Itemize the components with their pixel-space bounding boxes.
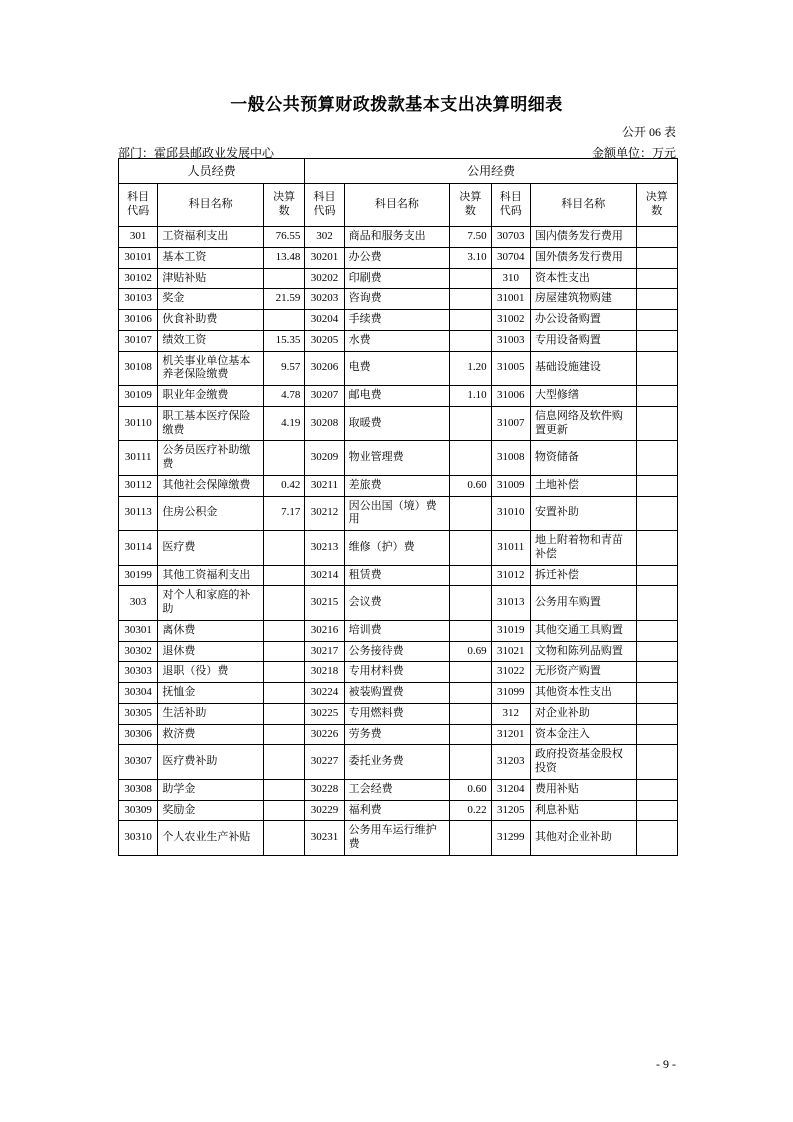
table-cell [636,703,677,724]
table-cell: 30703 [491,227,530,248]
table-cell: 31003 [491,330,530,351]
table-cell: 312 [491,703,530,724]
table-cell: 30228 [305,779,344,800]
table-cell: 301 [119,227,158,248]
table-cell [636,310,677,331]
table-cell: 公务接待费 [344,641,450,662]
table-cell: 31013 [491,586,530,621]
table-cell: 委托业务费 [344,745,450,780]
table-cell: 30308 [119,779,158,800]
table-cell: 手续费 [344,310,450,331]
table-cell [450,406,491,441]
table-cell: 30218 [305,662,344,683]
table-cell [263,703,304,724]
table-cell: 30202 [305,268,344,289]
table-row [119,641,678,662]
table-cell: 31021 [491,641,530,662]
table-cell: 0.42 [263,475,304,496]
table-cell: 文物和陈列品购置 [530,641,636,662]
table-cell: 30204 [305,310,344,331]
table-cell [450,703,491,724]
table-cell [636,441,677,476]
table-cell: 电费 [344,351,450,386]
table-cell [636,662,677,683]
table-cell: 救济费 [158,724,264,745]
table-cell [636,800,677,821]
table-cell: 30206 [305,351,344,386]
form-number: 公开 06 表 [621,125,676,139]
table-cell [636,227,677,248]
table-cell [263,620,304,641]
table-cell [636,531,677,566]
table-cell: 4.19 [263,406,304,441]
table-cell [263,745,304,780]
table-cell [636,247,677,268]
table-cell [636,683,677,704]
table-cell: 医疗费 [158,531,264,566]
table-cell [636,268,677,289]
table-cell: 30304 [119,683,158,704]
table-cell [450,565,491,586]
table-cell: 生活补助 [158,703,264,724]
table-cell: 房屋建筑物购建 [530,289,636,310]
table-cell [636,289,677,310]
table-cell: 31099 [491,683,530,704]
table-cell [450,683,491,704]
table-cell: 31008 [491,441,530,476]
table-cell: 无形资产购置 [530,662,636,683]
table-cell: 31011 [491,531,530,566]
table-cell: 7.50 [450,227,491,248]
table-cell: 30109 [119,386,158,407]
table-cell: 费用补贴 [530,779,636,800]
table-cell: 取暖费 [344,406,450,441]
table-cell: 30307 [119,745,158,780]
table-cell: 职业年金缴费 [158,386,264,407]
table-row [119,779,678,800]
table-row [119,475,678,496]
table-cell [636,745,677,780]
table-cell: 个人农业生产补贴 [158,821,264,856]
table-row [119,800,678,821]
table-cell: 其他工资福利支出 [158,565,264,586]
table-cell: 奖励金 [158,800,264,821]
table-cell: 30226 [305,724,344,745]
table-cell: 4.78 [263,386,304,407]
table-row [119,683,678,704]
table-cell [450,310,491,331]
table-cell: 大型修缮 [530,386,636,407]
table-cell: 31204 [491,779,530,800]
table-cell [263,586,304,621]
column-header-row [119,184,678,227]
table-cell: 30303 [119,662,158,683]
table-cell: 21.59 [263,289,304,310]
table-cell: 1.10 [450,386,491,407]
table-cell: 30101 [119,247,158,268]
table-cell: 30110 [119,406,158,441]
table-cell [263,441,304,476]
table-cell: 商品和服务支出 [344,227,450,248]
table-cell: 水费 [344,330,450,351]
amount-unit-label: 金额单位：万元 [591,146,676,160]
table-cell: 31005 [491,351,530,386]
table-cell [636,641,677,662]
table-row [119,247,678,268]
table-cell: 30215 [305,586,344,621]
table-cell [636,496,677,531]
table-cell: 津贴补贴 [158,268,264,289]
table-row [119,289,678,310]
table-row [119,565,678,586]
table-row [119,330,678,351]
table-cell: 1.20 [450,351,491,386]
table-cell: 0.60 [450,475,491,496]
table-cell: 31002 [491,310,530,331]
col-header-name-1: 科目名称 [158,184,264,227]
table-cell: 30111 [119,441,158,476]
table-cell: 30225 [305,703,344,724]
table-row [119,662,678,683]
table-cell [450,496,491,531]
table-cell [450,330,491,351]
table-cell: 30213 [305,531,344,566]
table-cell: 国外债务发行费用 [530,247,636,268]
table-cell: 30112 [119,475,158,496]
table-row [119,268,678,289]
table-cell [450,586,491,621]
table-row [119,406,678,441]
table-row [119,496,678,531]
table-cell: 31012 [491,565,530,586]
table-cell: 30214 [305,565,344,586]
table-cell: 30199 [119,565,158,586]
table-cell: 对企业补助 [530,703,636,724]
table-row [119,745,678,780]
table-row [119,531,678,566]
table-cell: 资本金注入 [530,724,636,745]
table-cell: 其他资本性支出 [530,683,636,704]
table-cell: 30209 [305,441,344,476]
table-cell [263,821,304,856]
table-cell: 安置补助 [530,496,636,531]
table-cell: 会议费 [344,586,450,621]
table-cell: 医疗费补助 [158,745,264,780]
table-cell: 30205 [305,330,344,351]
table-cell: 助学金 [158,779,264,800]
table-cell [636,351,677,386]
table-cell [636,565,677,586]
table-cell: 地上附着物和青苗补偿 [530,531,636,566]
table-cell: 职工基本医疗保险缴费 [158,406,264,441]
table-cell [263,779,304,800]
table-cell: 咨询费 [344,289,450,310]
table-cell: 因公出国（境）费用 [344,496,450,531]
col-header-amount-2: 决算数 [450,184,491,227]
table-cell: 30208 [305,406,344,441]
table-cell: 土地补偿 [530,475,636,496]
table-cell: 30301 [119,620,158,641]
table-cell: 政府投资基金股权投资 [530,745,636,780]
table-cell: 租赁费 [344,565,450,586]
table-cell: 31022 [491,662,530,683]
table-cell: 物业管理费 [344,441,450,476]
table-cell: 31019 [491,620,530,641]
table-cell: 对个人和家庭的补助 [158,586,264,621]
table-cell: 公务员医疗补助缴费 [158,441,264,476]
table-cell [636,821,677,856]
table-cell [263,531,304,566]
col-header-name-2: 科目名称 [344,184,450,227]
table-cell: 抚恤金 [158,683,264,704]
table-cell: 国内债务发行费用 [530,227,636,248]
table-cell: 利息补贴 [530,800,636,821]
table-cell: 30305 [119,703,158,724]
table-cell: 30207 [305,386,344,407]
table-row [119,351,678,386]
table-cell [263,662,304,683]
table-cell: 差旅费 [344,475,450,496]
col-header-amount-3: 决算数 [636,184,677,227]
table-cell [636,406,677,441]
table-cell: 7.17 [263,496,304,531]
table-cell: 3.10 [450,247,491,268]
table-cell: 30108 [119,351,158,386]
col-header-code-1: 科目代码 [119,184,158,227]
table-cell: 专用材料费 [344,662,450,683]
table-cell: 31205 [491,800,530,821]
table-cell [450,724,491,745]
table-cell: 工会经费 [344,779,450,800]
table-cell: 9.57 [263,351,304,386]
table-cell [636,779,677,800]
table-cell: 30227 [305,745,344,780]
table-cell: 30229 [305,800,344,821]
table-cell: 其他社会保障缴费 [158,475,264,496]
table-cell: 机关事业单位基本养老保险缴费 [158,351,264,386]
table-cell: 31203 [491,745,530,780]
table-cell: 伙食补助费 [158,310,264,331]
table-row [119,703,678,724]
table-body [119,227,678,856]
table-cell [636,475,677,496]
table-cell: 拆迁补偿 [530,565,636,586]
table-cell [450,745,491,780]
col-header-code-2: 科目代码 [305,184,344,227]
table-cell: 30107 [119,330,158,351]
table-cell: 302 [305,227,344,248]
table-cell: 基本工资 [158,247,264,268]
col-header-code-3: 科目代码 [491,184,530,227]
table-cell [263,641,304,662]
table-cell: 31009 [491,475,530,496]
table-cell: 奖金 [158,289,264,310]
table-cell [263,683,304,704]
table-cell [263,565,304,586]
table-cell: 30231 [305,821,344,856]
table-cell: 绩效工资 [158,330,264,351]
table-cell: 30102 [119,268,158,289]
col-header-amount-1: 决算数 [263,184,304,227]
page-title: 一般公共预算财政拨款基本支出决算明细表 [230,95,563,114]
table-cell: 30114 [119,531,158,566]
table-cell [636,330,677,351]
table-cell [450,662,491,683]
table-cell [450,268,491,289]
table-cell: 31001 [491,289,530,310]
table-cell: 专用燃料费 [344,703,450,724]
table-cell: 30224 [305,683,344,704]
table-cell [636,724,677,745]
group-header-row [119,159,678,184]
table-cell: 76.55 [263,227,304,248]
table-cell: 31010 [491,496,530,531]
table-cell: 310 [491,268,530,289]
table-cell: 31007 [491,406,530,441]
table-cell: 30211 [305,475,344,496]
table-cell [636,620,677,641]
table-cell: 30302 [119,641,158,662]
page-number: - 9 - [656,1057,676,1071]
table-header [119,159,678,227]
table-cell [263,310,304,331]
department-label: 部门：霍邱县邮政业发展中心 [118,146,275,160]
table-cell: 30704 [491,247,530,268]
table-cell: 专用设备购置 [530,330,636,351]
table-cell: 培训费 [344,620,450,641]
table-row [119,821,678,856]
table-cell: 物资储备 [530,441,636,476]
table-row [119,586,678,621]
table-cell: 劳务费 [344,724,450,745]
table-cell: 0.22 [450,800,491,821]
table-cell: 30203 [305,289,344,310]
table-cell: 30310 [119,821,158,856]
table-row [119,227,678,248]
table-row [119,620,678,641]
table-cell: 30201 [305,247,344,268]
table-cell: 30106 [119,310,158,331]
table-cell [450,289,491,310]
table-cell [263,800,304,821]
table-cell: 其他对企业补助 [530,821,636,856]
table-cell: 退职（役）费 [158,662,264,683]
table-cell: 工资福利支出 [158,227,264,248]
table-cell: 0.69 [450,641,491,662]
table-cell: 13.48 [263,247,304,268]
table-cell: 公务用车运行维护费 [344,821,450,856]
table-cell [450,620,491,641]
table-cell: 0.60 [450,779,491,800]
table-cell: 信息网络及软件购置更新 [530,406,636,441]
table-cell: 公务用车购置 [530,586,636,621]
table-row [119,724,678,745]
table-cell: 31299 [491,821,530,856]
table-cell: 15.35 [263,330,304,351]
table-cell: 维修（护）费 [344,531,450,566]
table-cell: 30212 [305,496,344,531]
budget-table [118,158,678,856]
table-cell: 被装购置费 [344,683,450,704]
group-header-public: 公用经费 [305,159,678,184]
table-cell [636,586,677,621]
table-cell: 其他交通工具购置 [530,620,636,641]
table-cell [263,268,304,289]
table-cell: 退休费 [158,641,264,662]
table-row [119,386,678,407]
table-cell: 30309 [119,800,158,821]
table-cell: 30306 [119,724,158,745]
col-header-name-3: 科目名称 [530,184,636,227]
group-header-personnel: 人员经费 [119,159,305,184]
table-cell: 福利费 [344,800,450,821]
table-cell: 住房公积金 [158,496,264,531]
table-cell [450,821,491,856]
table-row [119,441,678,476]
table-cell [450,531,491,566]
table-cell: 30217 [305,641,344,662]
table-cell [450,441,491,476]
table-cell: 30113 [119,496,158,531]
table-cell [263,724,304,745]
table-cell: 30216 [305,620,344,641]
table-cell: 办公费 [344,247,450,268]
table-cell: 办公设备购置 [530,310,636,331]
table-cell: 资本性支出 [530,268,636,289]
table-row [119,310,678,331]
table-cell: 印刷费 [344,268,450,289]
table-cell: 离休费 [158,620,264,641]
table-cell: 30103 [119,289,158,310]
table-cell: 邮电费 [344,386,450,407]
table-cell: 31201 [491,724,530,745]
table-cell: 基础设施建设 [530,351,636,386]
table-cell: 31006 [491,386,530,407]
table-cell [636,386,677,407]
table-cell: 303 [119,586,158,621]
